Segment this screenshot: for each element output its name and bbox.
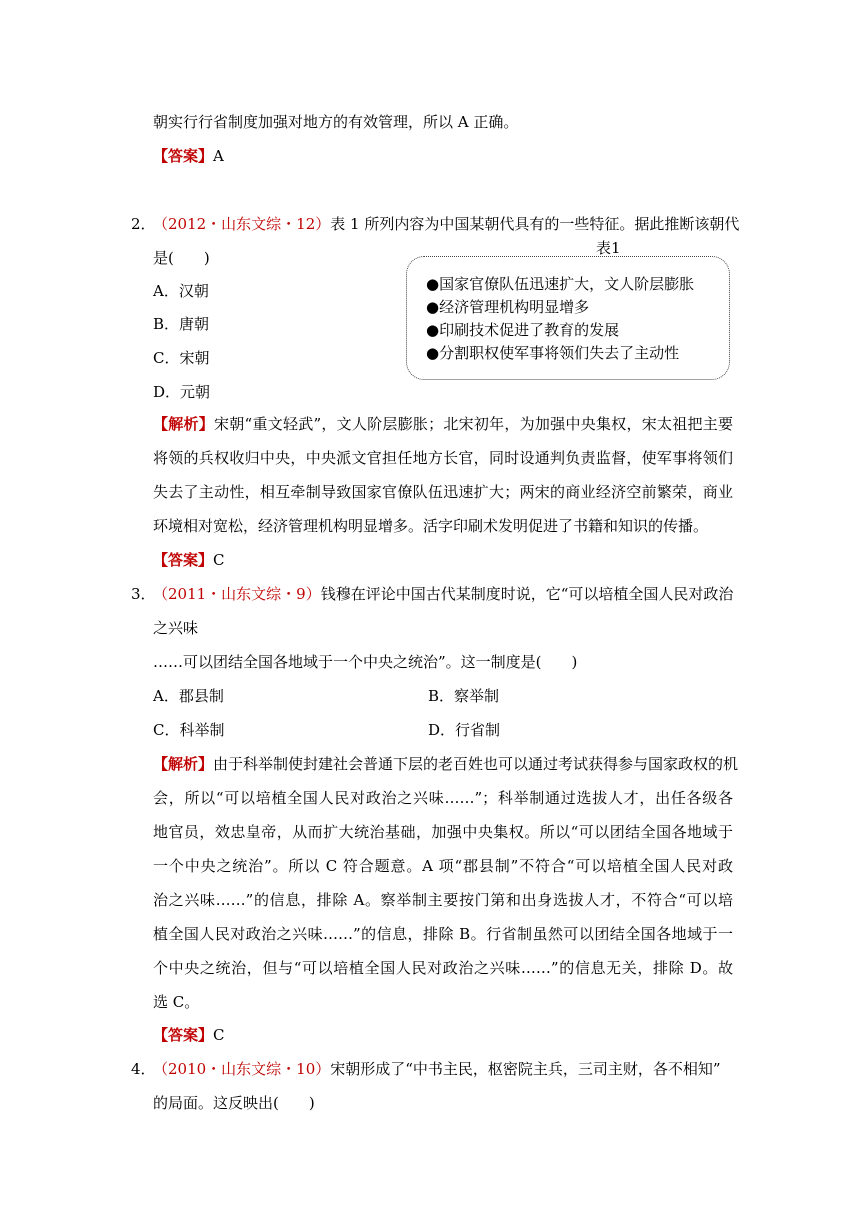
q2-answer: [153, 550, 733, 570]
q2-analysis-line: 将领的兵权收归中央，中央派文官担任地方长官，同时设通判负责监督，使军事将领们: [153, 449, 733, 467]
q3-stem: [153, 584, 733, 604]
option-d: D．元朝: [153, 383, 211, 401]
q3-answer: [153, 1025, 733, 1045]
table-item: ●国家官僚队伍迅速扩大，文人阶层膨胀: [426, 275, 695, 293]
q2-analysis-line: 失去了主动性，相互牵制导致国家官僚队伍迅速扩大；两宋的商业经济空前繁荣，商业: [153, 483, 733, 501]
answer-value: C: [213, 551, 225, 569]
q2-stem: [153, 214, 740, 234]
option-b: B．察举制: [428, 687, 500, 705]
option-c: C．宋朝: [153, 349, 210, 367]
q3-analysis-line: 一个中央之统治”。所以 C 符合题意。A 项“郡县制”不符合“可以培植全国人民对政: [153, 857, 733, 875]
table-item: ●印刷技术促进了教育的发展: [426, 321, 620, 339]
table-title: 表1: [596, 239, 621, 257]
q4-stem-2: 的局面。这反映出( ): [153, 1094, 315, 1112]
q3-analysis-line: 选 C。: [153, 993, 200, 1011]
question-source: （2011・山东文综・9）: [153, 585, 321, 603]
q2-analysis-line: 环境相对宽松，经济管理机构明显增多。活字印刷术发明促进了书籍和知识的传播。: [153, 517, 709, 535]
q3-stem-text: 钱穆在评论中国古代某制度时说，它“可以培植全国人民对政治: [320, 585, 734, 603]
answer-tag: 【答案】: [153, 147, 214, 165]
q2-stem-2: 是( ): [153, 249, 210, 267]
q3-analysis-line: 个中央之统治，但与“可以培植全国人民对政治之兴味……”的信息无关，排除 D。故: [153, 959, 733, 977]
table-item: ●经济管理机构明显增多: [426, 298, 590, 316]
q4-stem: [153, 1059, 733, 1079]
answer-tag: 【答案】: [153, 551, 214, 569]
q2-stem-text: 表 1 所列内容为中国某朝代具有的一些特征。据此推断该朝代: [330, 215, 740, 233]
table-item: ●分割职权使军事将领们失去了主动性: [426, 344, 680, 362]
q3-analysis-line: 治之兴味……”的信息，排除 A。察举制主要按门第和出身选拔人才，不符合“可以培: [153, 891, 733, 909]
question-number: 2．: [131, 215, 156, 233]
analysis-text: 宋朝“重文轻武”，文人阶层膨胀；北宋初年，为加强中央集权，宋太祖把主要: [214, 415, 733, 433]
question-source: （2012・山东文综・12）: [153, 215, 331, 233]
answer-tag: 【答案】: [153, 1026, 214, 1044]
option-b: B．唐朝: [153, 315, 210, 333]
q3-analysis-line: [153, 754, 739, 774]
option-c: C．科举制: [153, 721, 225, 739]
q3-analysis-line: 植全国人民对政治之兴味……”的信息，排除 B。行省制虽然可以团结全国各地域于一: [153, 925, 733, 943]
analysis-text: 由于科举制使封建社会普通下层的老百姓也可以通过考试获得参与国家政权的机: [213, 755, 739, 773]
q3-stem-3: ……可以团结全国各地域于一个中央之统治”。这一制度是( ): [153, 653, 578, 671]
q2-analysis-line: [153, 414, 733, 434]
option-a: A．郡县制: [153, 687, 224, 705]
question-number: 3．: [131, 585, 156, 603]
q3-stem-2: 之兴味: [153, 619, 199, 637]
question-source: （2010・山东文综・10）: [153, 1060, 331, 1078]
q3-analysis-line: 地官员，效忠皇帝，从而扩大统治基础，加强中央集权。所以“可以团结全国各地域于: [153, 823, 733, 841]
option-a: A．汉朝: [153, 282, 209, 300]
option-d: D．行省制: [428, 721, 501, 739]
question-number: 4．: [131, 1060, 156, 1078]
analysis-tag: 【解析】: [153, 755, 214, 773]
q4-stem-text: 宋朝形成了“中书主民，枢密院主兵，三司主财，各不相知”: [330, 1060, 721, 1078]
intro-text: 朝实行行省制度加强对地方的有效管理，所以 A 正确。: [153, 113, 519, 131]
answer-value: A: [213, 147, 224, 165]
analysis-tag: 【解析】: [153, 415, 215, 433]
q3-analysis-line: 会，所以“可以培植全国人民对政治之兴味……”；科举制通过选拔人才，出任各级各: [153, 789, 733, 807]
intro-answer: [153, 146, 733, 166]
answer-value: C: [213, 1026, 225, 1044]
